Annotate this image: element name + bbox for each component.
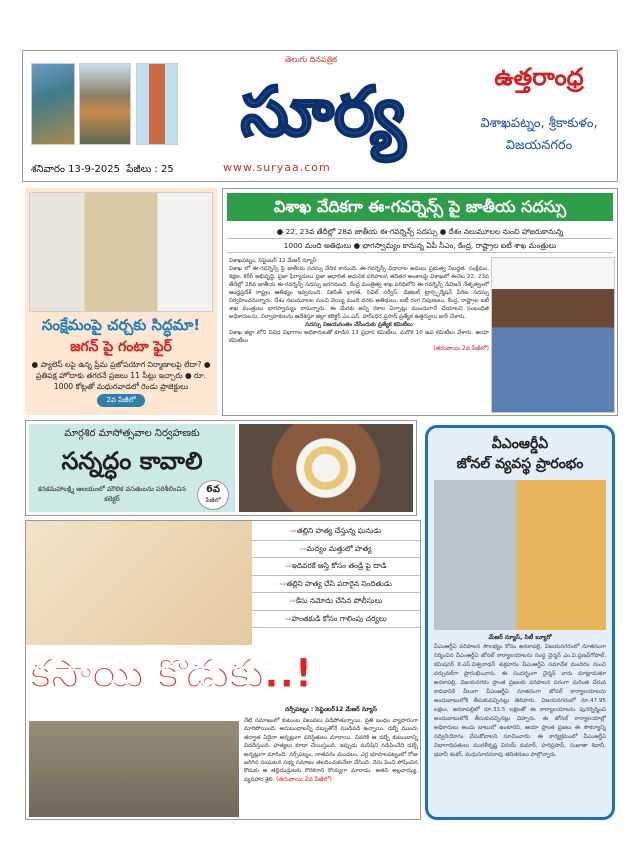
deck-item: ⇨తల్లిని హత్య చేసి పరారైన నిందితుడు [252,576,420,594]
story-subheadline: జగన్ పై గంటా ఫైర్ [70,339,172,355]
beach-photo [31,63,75,145]
story-headline: విశాఖ వేదికగా ఈ-గవర్నెన్స్ పై జాతీయ సదస్సు [227,193,613,221]
deck-item: ⇨ఇదివరకే ఆస్తి కోసం తండ్రి పై దాడి [252,558,420,576]
press-meet-photo [29,192,213,312]
police-scene-photo [29,721,239,817]
page-number: 6వ [205,484,221,495]
story-deck-2: 1000 మంది అతిథులు ● భాగస్వామ్యం కానున్న ఏపీ సీఎం, కేంద్ర, రాష్ట్రాల ఐటీ శాఖ మంత్రులు [283,241,557,250]
page-count: పేజీలు : 25 [126,164,174,175]
masthead [22,50,618,182]
murder-story[interactable] [25,520,421,820]
story-dateline: విశాఖపట్నం, సెప్టెంబర్ 12 మేజర్ న్యూస్ [229,258,317,264]
vmrda-story[interactable] [425,425,615,820]
crime-illustration [26,521,252,645]
story-summary: కనకమహాలక్ష్మి ఆలయంలో మౌలిక వసతులను పరిశీలించిన కలెక్టర్ [37,485,187,503]
officials-photo [434,480,606,630]
speaker-photo [491,257,615,413]
deck-item: ⇨తల్లిని హత్య చేస్తున్న ఘనుడు [252,523,420,541]
arrow-icon: ⇨ [285,561,292,570]
arrow-icon: ⇨ [300,543,307,553]
story-dateline: నర్సీపట్నం : సెప్టెంబర్12 మేజర్ న్యూస్ [285,706,377,713]
arrow-icon: ⇨ [285,613,292,623]
story-body: వీఎంఆర్డీఏ పరిపాలన సౌలభ్యం కోసం అనకాపల్లి, విజయనగరంలో నూతనంగా నిర్మించిన వీఎంఆర్డీఏ జోనల్ కార్యాలయాలను సంస్థ చైర్మన్ ఎం.వి.ప్రణవ్‌గోపాల్, కమిషనర్ కె.ఎస్.విశ్వనాథన్ శుక్రవారం వీఎంఆర్డీఏ సమావేశ మందిరం నుంచి వర్చువల్‌గా ప్రారంభించారు. ఈ సందర్భంగా చైర్మన్ వారు మాట్లాడుతూ అనకాపల్లి, విజయనగరం ప్రాంత ప్రజలకు పరిపాలన పరంగా మరింత చేరువ కావడానికి వీలుగా వీఎంఆర్డీఏ నూతనంగా జోనల్ కార్యాలయాలను అందుబాటులోకి తీసుకువచ్చినట్లు తెలిపారు. విజయనగరంలో రూ.47.95 లక్షలు, అనకాపల్లిలో రూ.33.5 లక్షలతో ఈ కార్యాలయాలను పునర్నిర్మించి అందుబాటులోకి తీసుకువచ్చినట్లు చెప్పారు. ఈ జోనల్ కార్యాలయాల్లో అధికారులు అందు బాటులో ఉంటారని, ఆయా ప్రాంత ప్రజలు ఈ సౌకర్యాన్ని సద్వినియోగం చేసుకోవాలని సూచించారు. ఈ కార్యక్రమంలో వీఎంఆర్డీఏ విభాగాధిపతులు మురళీకృష్ణ వినయ్ కుమార్, హరిప్రసాద్, సుజాతా శివానీ, భవానీ శంకర్, మధుసూదనరావు తదితరులు పాల్గొన్నారు. [434,644,606,758]
districts-line-1: విశాఖపట్నం, శ్రీకాకుళం, [480,116,598,131]
website-url: www.suryaa.com [223,161,331,174]
edition-districts [463,113,615,157]
story-headline-2: జోనల్ వ్యవస్థ ప్రారంభం [456,456,584,472]
story-body: నేటి సమాజంలో కుటుంబ విలువలు పడిపోతున్నాయి. ప్రతి బంధం వ్యాపారంగా మారిపోయింది. అనుబంధాలన్నీ డబ్బుతోనే ముడిపడి ఉన్నాయి. డబ్బే ముందు తర్వాత ఏదైనా అన్నట్లుగా పరిస్థితులు మారాయి. చివరికి ఆ డబ్బే కుటుంబాన్ని విడదీస్తుంది. హత్యలు కూడా చేయిస్తుంది. ఇప్పుడు మనిషిని నడిపించేది డబ్బే అన్నట్లుగా మారింది. నర్సీపట్నం, నాతవరం మండలం, ఎర్ర భూపాలపట్నంలో రోజు జరిగిన సంఘటన సభ్య సమాజం తలదించుకునేలా చేసింది. నెను పెంచి పోషించిన కొడుకు ఆ తల్లిదండ్రులకు కొరకరాని కొయ్యగా మారాడు. అతని అల్లవాఝ్య, వ్యవహార శైలి. [244,718,418,783]
districts-line-2: విజయనగరం [505,138,573,153]
arrow-icon: ⇨ [289,596,296,605]
story-bullets: ● ప్యాలెస్ లపై ఉన్న ప్రేమ ప్రజోపయోగ నిర్మాణాలపై లేదా? ● ప్రతిపక్ష హోదాకు తగరనే ప్రజలు 11 సీట్లు ఇచ్చారు ● రూ. 1000 కోట్లతో మధురవాడలో రెండు ప్రాజెక్టులు [31,360,211,391]
continued-link[interactable]: (తరువాయి 2వ పేజీలో) [276,775,332,783]
arrow-icon: ⇨ [290,526,297,535]
goddess-idol-photo [239,424,413,512]
deck-item: ⇨హంతకుడి కోసం గాలింపు చర్యలు [252,611,420,629]
dam-photo [79,63,131,145]
page-ref-badge[interactable]: 2వ పేజీలో [97,394,146,407]
story-headline: కసాయి కొడుకు..! [30,651,313,697]
deck-item: ⇨కేసు నమోదు చేసిన పోలీసులు [252,593,420,611]
issue-date: శనివారం 13-9-2025 [31,164,120,175]
deck-item: ⇨మద్యం మత్తులో హత్య [252,541,420,559]
story-deck-1: ● 22, 23వ తేదీల్లో 28వ జాతీయ ఈ-గవర్నెన్స్ సదస్సు ● దేశం నలుమూలల నుంచి హాజరుకానున్న [276,227,564,236]
story-headline-1: వీఎంఆర్డీఏ [491,436,549,452]
edition-name: ఉత్తరాంధ్ర [494,63,584,91]
continued-link[interactable]: (తరువాయి 2వ పేజీలో) [433,345,489,352]
story-body: విశాఖ లో ఈ-గవర్నెన్స్ పై జాతీయ సదస్సు వేదిక కానుంది. ఈ-గవర్నెన్స్ విధానాల అమలు ప్రభుత్వ నిబద్ధత, సంక్షేమం, శిక్షణ, కెరీర్ అభివృద్ధి, ప్రజా ఫిర్యాదులు ప్రజా ఆధారిత అధునిక పరిపాలన తదితర అంశాలపై విశాఖలో ఈనెల 22, 23వ తేదీల్లో 28వ జాతీయ ఈ-గవర్నెన్స్ సదస్సు జరగనుంది. కేంద్ర మంత్రిత్వ శాఖ పరిధిలోని ఈ-గవర్నెన్స్ డివిజన్ నేతృత్వంలో ఆంధ్రప్రదేశ్ రాష్ట్రం ఆతిథ్యం ఇవ్వనుంది. వికసిత్ భారత్, సివిల్ సర్వీస్, డిజిటల్ ట్రాన్స్ఫర్మేషన్ పేరిట సదస్సు నిర్వహించనున్నారు. దేశం నలుమూలల నుంచి వెయ్యి మంది వరకు అతిథులు, ఐటీ రంగ నిపుణులు, కేంద్ర, రాష్ట్రాల ఐటీ శాఖ మంత్రులు భాగస్వామ్యం కానున్నారు. ఈ మేరకు అన్ని రకాల ఏర్పాట్లు ముందుగానే చేయాలని సంబంధిత అధికారులను, నిర్వాహకులను ఆదేశిస్తూ జిల్లా కలెక్టర్ ఎం.ఎన్. హరేంధిర ప్రసాద్ ప్రత్యేక ఉత్తర్వులు జారీ చేశారు. [229,266,489,320]
clock-tower-photo [136,63,178,145]
welfare-debate-story[interactable] [25,188,217,415]
story-subhead: సదస్సు విజయవంతం చేసేందుకు ప్రత్యేక కమిటీలు [305,322,413,328]
page-label: పేజీలో [205,497,221,504]
egovernance-story[interactable] [222,188,618,416]
story-headline: సన్నద్ధం కావాలి [61,447,203,475]
page-ref-badge[interactable] [197,480,229,510]
story-decks [252,523,420,628]
story-kicker: మార్గశిర మాసోత్సవాల నిర్వహణకు [64,428,200,439]
arrow-icon: ⇨ [280,578,287,588]
margasira-story[interactable] [25,420,417,516]
suryaa-logo: సూర్య [240,72,406,152]
story-byline: మేజర్ న్యూస్, సిటీ బ్యూరో [488,634,552,641]
story-headline: సంక్షేమంపై చర్చకు సిద్ధమా! [41,316,201,334]
logo-tagline: తెలుగు దినపత్రిక [285,55,338,64]
story-body-2: విశాఖ జిల్లా లోని వివిధ విభాగాల అధికారులతో కూడిన 13 ప్రధాన కమిటీలు, మరొక 10 ఉప కమిటీలు వేశారు. ఆయా కమిటీలు [229,330,489,344]
